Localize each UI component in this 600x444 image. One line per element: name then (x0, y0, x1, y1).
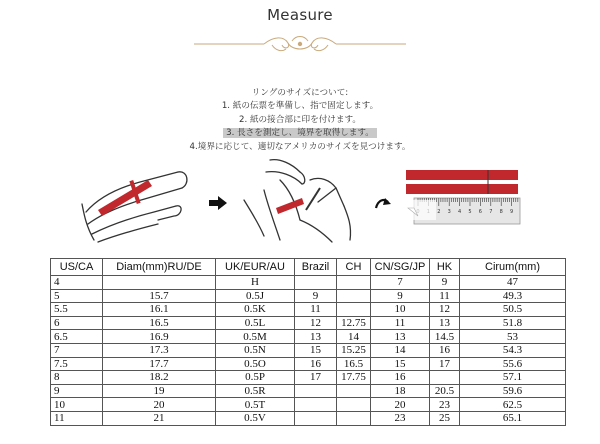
table-cell: 15.7 (103, 289, 216, 303)
ring-size-table (50, 258, 566, 426)
table-cell: 11 (430, 289, 460, 303)
ruler-label: 8 (499, 209, 503, 215)
table-cell (337, 398, 371, 412)
table-cell: 9 (371, 289, 430, 303)
table-cell: 16.5 (103, 316, 216, 330)
table-cell: 16.1 (103, 303, 216, 317)
table-cell: 0.5J (216, 289, 295, 303)
table-row (51, 343, 566, 357)
instructions-intro: リングのサイズについて: (251, 88, 349, 98)
table-header-row (51, 259, 566, 276)
table-cell: 19 (103, 384, 216, 398)
table-cell: 0.5K (216, 303, 295, 317)
table-cell (295, 384, 337, 398)
ornament-divider (192, 33, 408, 55)
table-cell: 0.5P (216, 371, 295, 385)
column-header: Brazil (295, 259, 337, 276)
table-row (51, 289, 566, 303)
table-cell: 5.5 (51, 303, 103, 317)
table-cell: 5 (51, 289, 103, 303)
marking-illustration (240, 150, 360, 250)
table-cell: 0.5T (216, 398, 295, 412)
page-title: Measure (267, 6, 333, 24)
column-header: UK/EUR/AU (216, 259, 295, 276)
table-cell: 16 (371, 371, 430, 385)
table-cell: 12 (430, 303, 460, 317)
table-cell: 53 (460, 330, 566, 344)
ruler-label: 5 (468, 209, 472, 215)
ruler-label: 3 (447, 209, 451, 215)
table-cell: 16.9 (103, 330, 216, 344)
column-header: Cirum(mm) (460, 259, 566, 276)
table-cell: 16.5 (337, 357, 371, 371)
table-cell: 12.75 (337, 316, 371, 330)
ruler-label: 7 (489, 209, 493, 215)
ruler-illustration (404, 168, 524, 234)
table-cell: 7 (371, 276, 430, 290)
table-cell: 20.5 (430, 384, 460, 398)
table-row (51, 276, 566, 290)
instructions (0, 87, 600, 154)
table-cell: 23 (371, 411, 430, 425)
ruler-label: 6 (478, 209, 482, 215)
finger-wrap-illustration (78, 160, 198, 245)
instruction-step-2: 2. 紙の接合部に印を付けます。 (239, 114, 361, 125)
table-cell: 54.3 (460, 343, 566, 357)
column-header: CN/SG/JP (371, 259, 430, 276)
table-row (51, 330, 566, 344)
table-cell: 14 (337, 330, 371, 344)
table-cell: 15.25 (337, 343, 371, 357)
table-cell: 13 (371, 330, 430, 344)
instruction-step-1: 1. 紙の伝票を準備し、指で固定します。 (221, 101, 379, 112)
table-cell: 17.75 (337, 371, 371, 385)
table-cell: 7 (51, 343, 103, 357)
table-cell: 23 (430, 398, 460, 412)
table-cell: 17 (295, 371, 337, 385)
table-cell: 6.5 (51, 330, 103, 344)
table-cell: 51.8 (460, 316, 566, 330)
table-row (51, 357, 566, 371)
table-cell (103, 276, 216, 290)
table-cell: 9 (295, 289, 337, 303)
instruction-step-3: 3. 長さを測定し、境界を取得します。 (223, 128, 377, 138)
table-cell: 0.5N (216, 343, 295, 357)
table-cell (337, 289, 371, 303)
table-cell: 9 (430, 276, 460, 290)
table-row (51, 411, 566, 425)
column-header: US/CA (51, 259, 103, 276)
table-cell: 17.7 (103, 357, 216, 371)
table-cell: 12 (295, 316, 337, 330)
column-header: CH (337, 259, 371, 276)
table-cell: 13 (430, 316, 460, 330)
table-row (51, 384, 566, 398)
table-cell: 49.3 (460, 289, 566, 303)
table-row (51, 398, 566, 412)
table-cell: 59.6 (460, 384, 566, 398)
table-cell: 17.3 (103, 343, 216, 357)
column-header: Diam(mm)RU/DE (103, 259, 216, 276)
table-cell: 47 (460, 276, 566, 290)
table-cell: 15 (295, 343, 337, 357)
table-cell (337, 384, 371, 398)
column-header: HK (430, 259, 460, 276)
table-cell: 17 (430, 357, 460, 371)
table-cell: 0.5O (216, 357, 295, 371)
table-cell: 21 (103, 411, 216, 425)
table-cell: 0.5M (216, 330, 295, 344)
table-cell: 10 (51, 398, 103, 412)
table-cell: 13 (295, 330, 337, 344)
table-cell: 16 (430, 343, 460, 357)
table-cell: 50.5 (460, 303, 566, 317)
table-cell: 7.5 (51, 357, 103, 371)
ruler-label: 4 (458, 209, 462, 215)
curved-arrow-icon (374, 196, 392, 212)
table-cell: 18.2 (103, 371, 216, 385)
table-cell: 20 (371, 398, 430, 412)
table-cell: 18 (371, 384, 430, 398)
table-cell: 65.1 (460, 411, 566, 425)
table-cell: 20 (103, 398, 216, 412)
table-cell: 15 (371, 357, 430, 371)
table-cell: 62.5 (460, 398, 566, 412)
table-cell (430, 371, 460, 385)
table-cell: 6 (51, 316, 103, 330)
table-row (51, 371, 566, 385)
ruler-label: 2 (437, 209, 441, 215)
table-cell: 14 (371, 343, 430, 357)
table-cell (295, 276, 337, 290)
table-cell: 10 (371, 303, 430, 317)
ruler-label: 9 (510, 209, 514, 215)
table-cell: 0.5R (216, 384, 295, 398)
table-cell (337, 411, 371, 425)
table-cell: 4 (51, 276, 103, 290)
table-cell: 11 (51, 411, 103, 425)
table-cell: 11 (295, 303, 337, 317)
table-cell: 55.6 (460, 357, 566, 371)
table-cell (295, 411, 337, 425)
table-cell: 8 (51, 371, 103, 385)
table-cell: 11 (371, 316, 430, 330)
table-cell: 14.5 (430, 330, 460, 344)
arrow-right-icon (208, 196, 228, 210)
table-cell (295, 398, 337, 412)
table-cell (337, 303, 371, 317)
table-cell (337, 276, 371, 290)
table-cell: 0.5V (216, 411, 295, 425)
table-cell: 57.1 (460, 371, 566, 385)
table-cell: 25 (430, 411, 460, 425)
table-cell: H (216, 276, 295, 290)
instruction-step-4: 4.境界に応じて、適切なアメリカのサイズを見つけます。 (189, 141, 411, 152)
table-cell: 0.5L (216, 316, 295, 330)
table-cell: 16 (295, 357, 337, 371)
table-row (51, 303, 566, 317)
table-cell: 9 (51, 384, 103, 398)
table-row (51, 316, 566, 330)
